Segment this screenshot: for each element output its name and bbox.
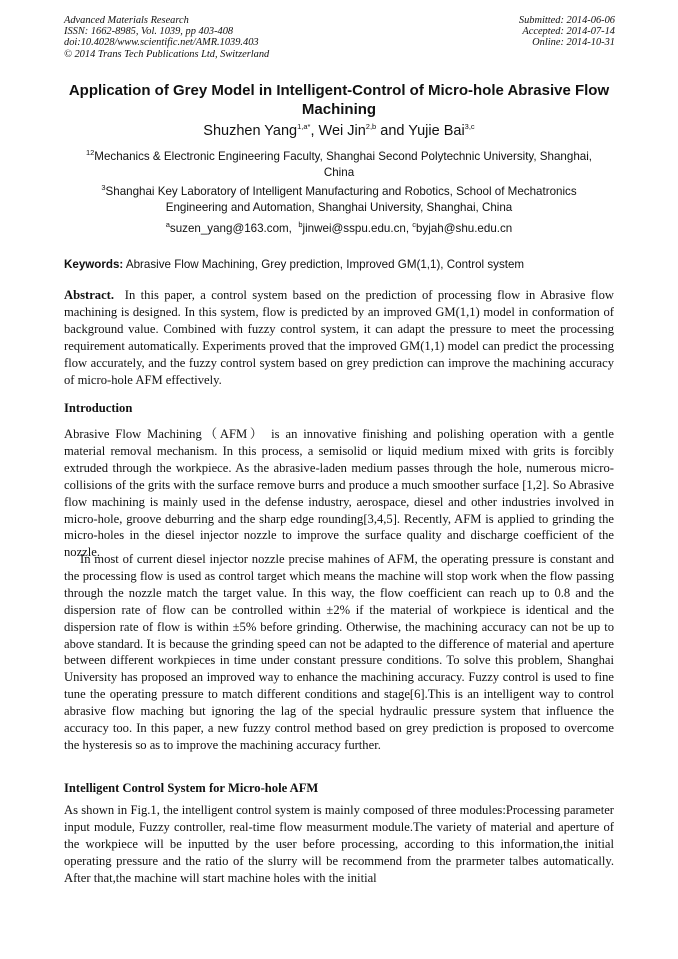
journal-info <box>64 15 269 60</box>
email-address: jinwei@sspu.edu.cn, <box>302 222 410 235</box>
online-date: Online: 2014-10-31 <box>532 37 615 49</box>
author-affiliation-mark: 3,c <box>464 122 475 132</box>
journal-name: Advanced Materials Research <box>64 15 189 26</box>
keywords-text: Abrasive Flow Machining, Grey prediction, Improved GM(1,1), Control system <box>125 258 525 271</box>
paragraph: Abrasive Flow Machining（AFM） is an innovative finishing and polishing operation with a gentle material removal mechanism. In this process, a semisolid or liquid medium mixed with grits is forcibly extruded through the workpiece. As the abrasive-laden medium passes through the hole, numerous micro-collisions of the grits with the surface remove burrs and produce a much smoother surface [1,2]. So Abrasive flow machining is mainly used in the defense industry, aerospace, diesel and other industries involved in micro-hole, groove deburring and the sharp edge rounding[3,4,5]. Recently, AFM is applied to grinding the micro-holes in the diesel injector nozzle to improve the surface quality and discharge coefficient of the nozzle. <box>64 427 614 560</box>
abstract-label: Abstract. <box>64 288 115 302</box>
author-name: Shuzhen Yang <box>203 123 298 139</box>
email-mark: a <box>165 220 170 230</box>
section-heading-introduction: Introduction <box>64 401 133 415</box>
author-name: Yujie Bai <box>408 123 465 139</box>
author-emails <box>60 221 618 236</box>
paragraph: In most of current diesel injector nozzle precise mahines of AFM, the operating pressure is constant and the processing flow is used as control target which means the machine will stop work when the flow passing through the nozzle match the target value. In this way, the flow coefficient can reach up to 0.8 and the dispersion rate of flow can be controlled within ±2% if the material of workpiece is identical and the dispersion rate of flow is within ±5% before grinding. Otherwise, the machining accuracy can not be up to above standard. It is because the grinding speed can not be adapted to the difference of material and aperture between different workpieces in time under constant pressure conditions. To solve this problem, Shanghai University has proposed an improved way to enhance the machining accuracy. Fuzzy control is used to fine tune the operating pressure to match different conditions and stage[6].This is an intelligent way to control abrasive flow maching but ignoring the lag of the special hydraulic pressure system that influence the accuracy too. In this paper, a new fuzzy control method based on grey prediction is proposed to overcome the hysteresis so as to improve the machining accuracy further. <box>64 552 614 752</box>
email-mark: b <box>298 220 303 230</box>
author-affiliation-mark: 1,a* <box>297 122 311 132</box>
keywords <box>64 257 616 272</box>
email-address: byjah@shu.edu.cn <box>416 222 513 235</box>
paragraph: As shown in Fig.1, the intelligent control system is mainly composed of three modules:Processing parameter input module, Fuzzy controller, real-time flow measurment module.The variety of material and aperture of the workpiece will be inputted by the user before processing, according to this information,the initial operating pressure and the ratio of the slurry will be recommend from the prarmeter talbes automatically. After that,the machine will start machine holes with the initial <box>64 803 614 885</box>
affiliation <box>84 184 594 216</box>
abstract <box>64 287 614 388</box>
doi-line: doi:10.4028/www.scientific.net/AMR.1039.403 <box>64 37 259 49</box>
affiliation-mark: 12 <box>85 148 95 158</box>
author-separator: , <box>310 123 319 139</box>
author-name: Wei Jin <box>318 123 366 139</box>
paper-title: Application of Grey Model in Intelligent-Control of Micro-hole Abrasive Flow Machining <box>68 82 610 118</box>
author-affiliation-mark: 2,b <box>365 122 377 132</box>
accepted-date: Accepted: 2014-07-14 <box>522 26 615 38</box>
affiliation-text: Shanghai Key Laboratory of Intelligent Manufacturing and Robotics, School of Mechatronics Engineering and Automation, Shanghai University, Shanghai, China <box>105 185 577 214</box>
email-address: suzen_yang@163.com, <box>169 222 292 235</box>
submitted-date: Submitted: 2014-06-06 <box>518 15 615 26</box>
submission-dates <box>519 15 615 49</box>
author-separator: and <box>376 123 409 139</box>
email-mark: c <box>412 220 417 230</box>
abstract-text: In this paper, a control system based on the prediction of processing flow in Abrasive flow machining is designed. In this system, flow is predicted by an improved GM(1,1) model in conformation of background value. Combined with fuzzy control system, it can adapt the pressure to meet the processing requirement automatically. Experiments proved that the improved GM(1,1) model can predict the processing flow accurately, and the fuzzy control system based on grey prediction can improve the machining accuracy of micro-hole AFM effectively. <box>64 288 614 387</box>
copyright-line: © 2014 Trans Tech Publications Ltd, Switzerland <box>64 48 270 60</box>
author-list <box>60 122 618 140</box>
affiliation <box>84 149 594 181</box>
affiliation-mark: 3 <box>101 183 106 193</box>
issn-line: ISSN: 1662-8985, Vol. 1039, pp 403-408 <box>64 26 234 38</box>
affiliation-text: Mechanics & Electronic Engineering Faculty, Shanghai Second Polytechnic University, Shanghai, China <box>94 150 593 179</box>
keywords-label: Keywords: <box>64 258 124 271</box>
section-heading-intelligent-control: Intelligent Control System for Micro-hole AFM <box>64 781 319 795</box>
